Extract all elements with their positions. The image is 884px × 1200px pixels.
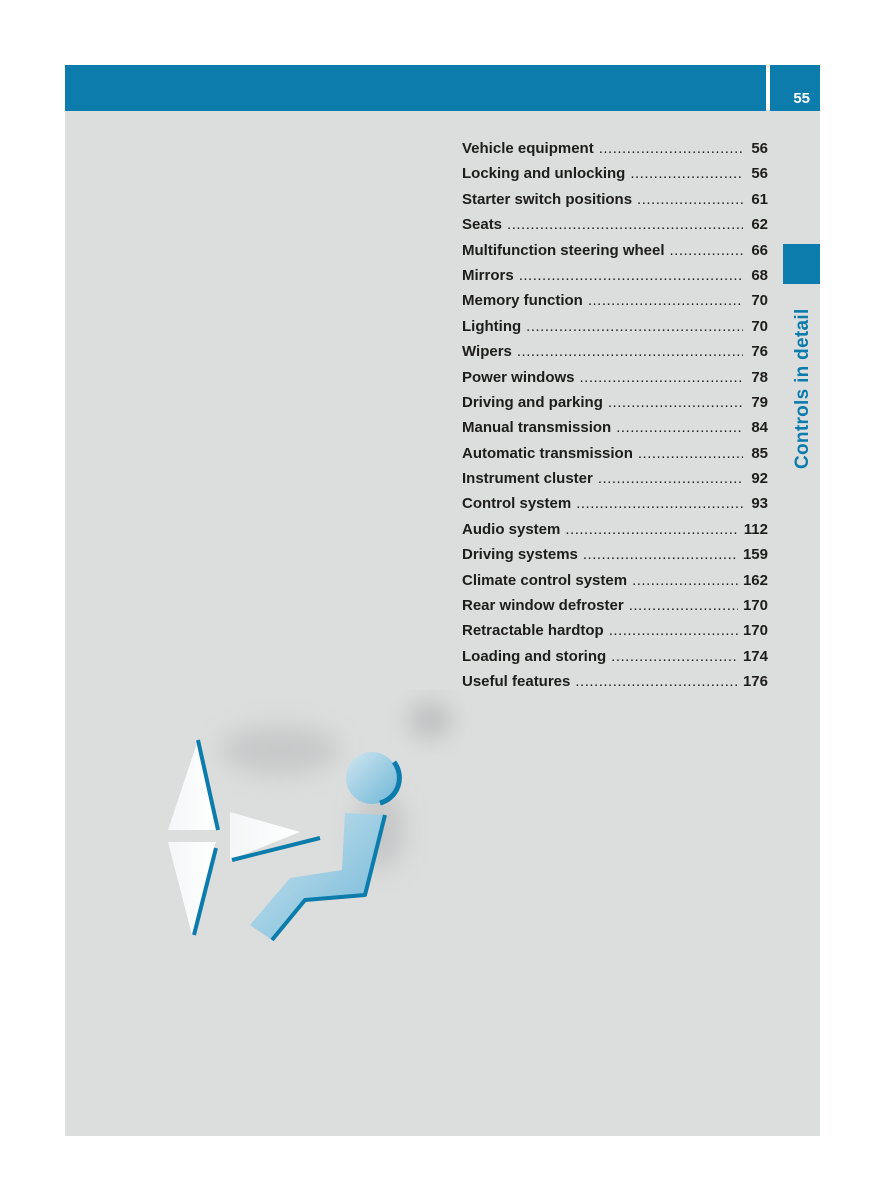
toc-leader-dots [599,140,743,157]
toc-entry[interactable] [462,445,768,470]
toc-entry-title: Mirrors [462,266,514,284]
page-number-box [770,65,820,111]
toc-entry-title: Seats [462,216,503,234]
toc-entry[interactable] [462,546,768,571]
toc-entry-title: Climate control system [462,571,628,589]
toc-entry-page: 159 [742,546,768,564]
toc-leader-dots [632,572,738,589]
toc-leader-dots [575,673,738,690]
toc-entry[interactable] [462,267,768,292]
toc-entry[interactable] [462,318,768,343]
toc-leader-dots [576,495,743,512]
toc-entry-page: 68 [751,266,768,284]
toc-entry-page: 174 [742,647,768,665]
toc-entry-page: 66 [751,241,768,259]
toc-entry-title: Control system [462,495,572,513]
toc-entry-page: 170 [742,622,768,640]
toc-entry-title: Vehicle equipment [462,140,594,157]
toc-entry-page: 170 [742,597,768,615]
toc-leader-dots [611,648,738,665]
toc-entry[interactable] [462,369,768,394]
toc-leader-dots [565,521,738,538]
toc-entry[interactable] [462,572,768,597]
toc-entry[interactable] [462,673,768,698]
toc-entry[interactable] [462,140,768,165]
toc-entry-title: Driving systems [462,546,578,564]
toc-entry-page: 79 [751,393,768,411]
toc-entry-title: Automatic transmission [462,444,633,462]
toc-entry-title: Starter switch positions [462,190,633,208]
toc-entry-title: Lighting [462,317,522,335]
toc-leader-dots [526,318,743,335]
toc-leader-dots [637,191,743,208]
toc-entry-title: Retractable hardtop [462,622,604,640]
toc-entry[interactable] [462,292,768,317]
toc-entry-page: 70 [751,292,768,310]
toc-entry-page: 112 [743,520,768,538]
toc-entry-title: Driving and parking [462,393,603,411]
toc-entry-title: Rear window defroster [462,597,624,615]
toc-entry-title: Audio system [462,520,561,538]
toc-entry-page: 78 [751,368,768,386]
toc-entry-page: 84 [751,419,768,437]
toc-leader-dots [580,369,743,386]
toc-entry-title: Manual transmission [462,419,612,437]
toc-entry-title: Multifunction steering wheel [462,241,665,259]
toc-entry-page: 92 [751,470,768,488]
toc-entry-title: Loading and storing [462,647,607,665]
toc-entry-page: 76 [751,343,768,361]
toc-leader-dots [638,445,743,462]
toc-entry[interactable] [462,521,768,546]
toc-entry-title: Useful features [462,673,571,691]
section-tab-label: Controls in detail [792,308,813,469]
toc-leader-dots [588,292,743,309]
toc-entry-page: 85 [751,444,768,462]
header-bar [65,65,766,111]
toc-leader-dots [598,470,743,487]
illustration [150,690,480,960]
table-of-contents [462,140,768,699]
toc-entry[interactable] [462,165,768,190]
toc-leader-dots [517,343,743,360]
toc-leader-dots [616,419,743,436]
toc-entry-title: Instrument cluster [462,470,593,488]
toc-entry-title: Wipers [462,343,512,361]
seated-driver-with-arrows-icon [150,690,480,960]
toc-leader-dots [670,242,743,259]
toc-leader-dots [507,216,743,233]
toc-leader-dots [630,165,743,182]
toc-leader-dots [629,597,738,614]
toc-entry-title: Memory function [462,292,583,310]
toc-entry-page: 176 [742,673,768,691]
toc-entry-page: 56 [751,140,768,157]
toc-entry-title: Locking and unlocking [462,165,626,183]
toc-entry[interactable] [462,495,768,520]
toc-entry[interactable] [462,622,768,647]
toc-entry[interactable] [462,597,768,622]
toc-entry-title: Power windows [462,368,575,386]
toc-entry-page: 62 [751,216,768,234]
toc-entry[interactable] [462,470,768,495]
toc-entry-page: 162 [742,571,768,589]
toc-entry-page: 70 [751,317,768,335]
toc-leader-dots [519,267,743,284]
toc-entry-page: 61 [751,190,768,208]
section-tab-marker [783,244,820,284]
toc-entry[interactable] [462,242,768,267]
toc-entry[interactable] [462,343,768,368]
page-number: 55 [793,90,810,107]
toc-leader-dots [608,394,743,411]
toc-leader-dots [583,546,738,563]
toc-entry[interactable] [462,216,768,241]
toc-entry[interactable] [462,419,768,444]
toc-entry[interactable] [462,394,768,419]
toc-entry-page: 93 [751,495,768,513]
toc-leader-dots [609,622,738,639]
toc-entry[interactable] [462,648,768,673]
toc-entry[interactable] [462,191,768,216]
toc-entry-page: 56 [751,165,768,183]
